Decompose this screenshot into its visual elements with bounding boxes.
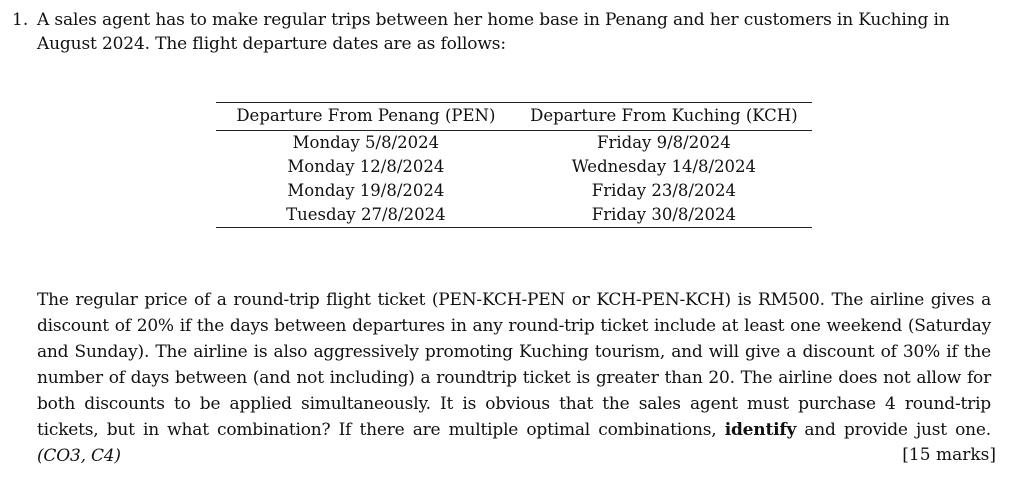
table-header-row	[216, 103, 812, 131]
penang-departure-cell: Monday 19/8/2024	[287, 181, 445, 200]
table-row	[216, 155, 812, 179]
penang-departure-cell: Tuesday 27/8/2024	[216, 203, 516, 228]
problem-paragraph	[37, 287, 991, 469]
question-intro: A sales agent has to make regular trips between her home base in Penang and her customers in Kuching in August 2024. The flight departure dates are as follows:	[37, 10, 950, 54]
penang-departure-cell: Monday 12/8/2024	[287, 157, 445, 176]
kuching-departure-cell: Friday 9/8/2024	[597, 133, 731, 152]
course-outcome-codes: (CO3, C4)	[37, 446, 121, 466]
paragraph-ending: and provide just one.	[804, 420, 991, 440]
table-row	[216, 131, 812, 156]
departure-table	[216, 102, 812, 228]
kuching-departure-cell: Wednesday 14/8/2024	[571, 157, 757, 176]
paragraph-text: The regular price of a round-trip flight ticket (PEN-KCH-PEN or KCH-PEN-KCH) is RM500. The airline gives a discount of 20% if the days between departures in any round-trip ticket include at least one weekend (Saturday and Sunday). The airline is also aggressively promoting Kuching tourism, and will give a discount of 30% if the number of days between (and not including) a roundtrip ticket is greater than 20. The airline does not allow for both discounts to be applied simultaneously. It is obvious that the sales agent must purchase 4 round-trip tickets, but in what combination? If there are multiple optimal combinations,	[37, 290, 991, 440]
table-row	[216, 179, 812, 203]
departure-table-wrapper	[216, 102, 812, 228]
header-penang: Departure From Penang (PEN)	[216, 103, 516, 131]
kuching-departure-cell: Friday 23/8/2024	[591, 181, 736, 200]
marks-label: [15 marks]	[902, 445, 996, 465]
penang-departure-cell: Monday 5/8/2024	[292, 133, 440, 152]
kuching-departure-cell: Friday 30/8/2024	[516, 203, 812, 228]
table-row	[216, 203, 812, 228]
question-number: 1.	[12, 10, 29, 30]
bold-keyword: identify	[724, 420, 797, 440]
header-kuching: Departure From Kuching (KCH)	[516, 103, 812, 131]
